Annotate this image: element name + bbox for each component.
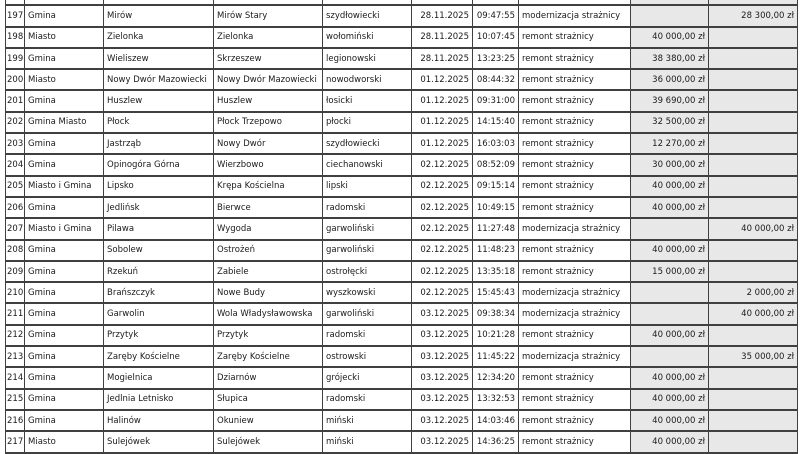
cell-time: 09:15:14 <box>473 176 519 197</box>
cell-purpose: remont strażnicy <box>519 90 631 111</box>
cell-type: Gmina <box>25 240 104 261</box>
table-row <box>6 410 798 431</box>
cell-purpose: modernizacja strażnicy <box>519 5 631 26</box>
cell-date: 28.11.2025 <box>412 48 473 69</box>
cell-powiat: szydłowiecki <box>323 133 412 154</box>
cell-amount-remont <box>631 5 709 26</box>
cell-amount-modernizacja <box>709 176 798 197</box>
cell-time: 14:03:46 <box>473 410 519 431</box>
cell-gmina: Wieliszew <box>104 48 214 69</box>
cell-purpose: remont strażnicy <box>519 197 631 218</box>
cell-type: Miasto <box>25 69 104 90</box>
cell-gmina: Zaręby Kościelne <box>104 346 214 367</box>
cell-amount-remont: 36 000,00 zł <box>631 69 709 90</box>
cell-powiat: ostrowski <box>323 346 412 367</box>
cell-type: Gmina <box>25 90 104 111</box>
cell-locality: Wola Władysławowska <box>214 303 323 324</box>
cell-amount-remont: 38 380,00 zł <box>631 48 709 69</box>
cell-purpose: remont strażnicy <box>519 410 631 431</box>
table-row <box>6 346 798 367</box>
cell-amount-remont: 15 000,00 zł <box>631 261 709 282</box>
cell-amount-remont: 30 000,00 zł <box>631 154 709 175</box>
cell-type: Gmina <box>25 48 104 69</box>
cell-type: Gmina <box>25 367 104 388</box>
cell-amount-modernizacja <box>709 27 798 48</box>
cell-purpose: remont strażnicy <box>519 431 631 452</box>
cell-powiat: lipski <box>323 176 412 197</box>
cell-gmina: Sobolew <box>104 240 214 261</box>
cell-lp: 209 <box>6 261 25 282</box>
cell-gmina: Garwolin <box>104 303 214 324</box>
cell-powiat: grójecki <box>323 367 412 388</box>
cell-type: Gmina <box>25 389 104 410</box>
grant-table <box>5 0 798 454</box>
cell-amount-modernizacja <box>709 90 798 111</box>
cell-lp: 203 <box>6 133 25 154</box>
cell-type: Miasto i Gmina <box>25 176 104 197</box>
cell-locality: Zielonka <box>214 27 323 48</box>
cell-powiat: ostrołęcki <box>323 261 412 282</box>
cell-time: 10:21:28 <box>473 325 519 346</box>
cell-gmina: Jedlnia Letnisko <box>104 389 214 410</box>
cell-type: Gmina <box>25 261 104 282</box>
cell-type: Gmina <box>25 197 104 218</box>
cell-locality: Wygoda <box>214 218 323 239</box>
cell-amount-remont: 32 500,00 zł <box>631 112 709 133</box>
cell-powiat: ciechanowski <box>323 154 412 175</box>
cell-gmina: Lipsko <box>104 176 214 197</box>
cell-time: 10:49:15 <box>473 197 519 218</box>
cell-purpose: remont strażnicy <box>519 154 631 175</box>
table-row <box>6 240 798 261</box>
cell-locality: Płock Trzepowo <box>214 112 323 133</box>
cell-powiat: łosicki <box>323 90 412 111</box>
cell-amount-remont: 39 690,00 zł <box>631 90 709 111</box>
cell-purpose: modernizacja strażnicy <box>519 282 631 303</box>
table-row <box>6 5 798 26</box>
cell-locality: Zaręby Kościelne <box>214 346 323 367</box>
cell-time: 11:27:48 <box>473 218 519 239</box>
cell-date: 03.12.2025 <box>412 389 473 410</box>
table-row <box>6 48 798 69</box>
cell-type: Gmina Miasto <box>25 112 104 133</box>
cell-locality: Zabiele <box>214 261 323 282</box>
cell-amount-modernizacja <box>709 154 798 175</box>
cell-date: 03.12.2025 <box>412 346 473 367</box>
cell-lp: 211 <box>6 303 25 324</box>
table-row <box>6 90 798 111</box>
cell-amount-remont: 40 000,00 zł <box>631 431 709 452</box>
cell-amount-remont: 40 000,00 zł <box>631 367 709 388</box>
cell-amount-modernizacja <box>709 367 798 388</box>
cell-locality: Dziarnów <box>214 367 323 388</box>
cell-lp: 197 <box>6 5 25 26</box>
cell-purpose: modernizacja strażnicy <box>519 303 631 324</box>
cell-locality: Sulejówek <box>214 431 323 452</box>
cell-type: Gmina <box>25 133 104 154</box>
cell-lp: 210 <box>6 282 25 303</box>
cell-time: 12:34:20 <box>473 367 519 388</box>
cell-date: 02.12.2025 <box>412 282 473 303</box>
cell-time: 13:32:53 <box>473 389 519 410</box>
table-row <box>6 325 798 346</box>
cell-time: 10:07:45 <box>473 27 519 48</box>
cell-amount-modernizacja: 40 000,00 zł <box>709 218 798 239</box>
cell-gmina: Opinogóra Górna <box>104 154 214 175</box>
cell-powiat: radomski <box>323 197 412 218</box>
cell-powiat: miński <box>323 410 412 431</box>
cell-lp: 204 <box>6 154 25 175</box>
cell-lp: 202 <box>6 112 25 133</box>
cell-gmina: Jastrząb <box>104 133 214 154</box>
cell-gmina: Przytyk <box>104 325 214 346</box>
cell-lp: 205 <box>6 176 25 197</box>
cell-gmina: Pilawa <box>104 218 214 239</box>
cell-amount-modernizacja: 2 000,00 zł <box>709 282 798 303</box>
cell-amount-remont: 40 000,00 zł <box>631 410 709 431</box>
cell-lp: 207 <box>6 218 25 239</box>
cell-lp: 198 <box>6 27 25 48</box>
cell-amount-modernizacja <box>709 410 798 431</box>
cell-date: 28.11.2025 <box>412 27 473 48</box>
table-row <box>6 112 798 133</box>
cell-lp: 217 <box>6 431 25 452</box>
cell-date: 02.12.2025 <box>412 261 473 282</box>
cell-purpose: remont strażnicy <box>519 240 631 261</box>
cell-powiat: garwoliński <box>323 240 412 261</box>
cell-gmina: Brańszczyk <box>104 282 214 303</box>
cell-purpose: remont strażnicy <box>519 389 631 410</box>
cell-date: 01.12.2025 <box>412 112 473 133</box>
cell-amount-modernizacja <box>709 431 798 452</box>
cell-gmina: Płock <box>104 112 214 133</box>
cell-locality: Przytyk <box>214 325 323 346</box>
cell-lp: 213 <box>6 346 25 367</box>
cell-amount-modernizacja <box>709 112 798 133</box>
cell-type: Gmina <box>25 154 104 175</box>
cell-lp: 200 <box>6 69 25 90</box>
cell-time: 14:36:25 <box>473 431 519 452</box>
cell-purpose: modernizacja strażnicy <box>519 218 631 239</box>
cell-gmina: Mogielnica <box>104 367 214 388</box>
cell-locality: Słupica <box>214 389 323 410</box>
cell-amount-remont: 40 000,00 zł <box>631 325 709 346</box>
table-row <box>6 197 798 218</box>
cell-date: 02.12.2025 <box>412 197 473 218</box>
cell-purpose: remont strażnicy <box>519 69 631 90</box>
cell-date: 01.12.2025 <box>412 69 473 90</box>
cell-date: 03.12.2025 <box>412 303 473 324</box>
cell-amount-remont: 40 000,00 zł <box>631 176 709 197</box>
cell-time: 09:31:00 <box>473 90 519 111</box>
cell-locality: Skrzeszew <box>214 48 323 69</box>
cell-time: 13:35:18 <box>473 261 519 282</box>
cell-gmina: Sulejówek <box>104 431 214 452</box>
cell-date: 01.12.2025 <box>412 90 473 111</box>
cell-amount-remont: 40 000,00 zł <box>631 27 709 48</box>
cell-lp: 201 <box>6 90 25 111</box>
cell-lp: 214 <box>6 367 25 388</box>
cell-type: Miasto <box>25 431 104 452</box>
cell-gmina: Nowy Dwór Mazowiecki <box>104 69 214 90</box>
cell-purpose: remont strażnicy <box>519 133 631 154</box>
cell-powiat: radomski <box>323 389 412 410</box>
cell-locality: Nowe Budy <box>214 282 323 303</box>
cell-purpose: remont strażnicy <box>519 176 631 197</box>
document-page <box>5 0 798 454</box>
cell-purpose: remont strażnicy <box>519 261 631 282</box>
table-row <box>6 303 798 324</box>
cell-amount-remont <box>631 303 709 324</box>
table-row <box>6 27 798 48</box>
cell-powiat: wołomiński <box>323 27 412 48</box>
cell-gmina: Huszlew <box>104 90 214 111</box>
cell-time: 16:03:03 <box>473 133 519 154</box>
cell-powiat: szydłowiecki <box>323 5 412 26</box>
cell-locality: Krępa Kościelna <box>214 176 323 197</box>
cell-locality: Ostrożeń <box>214 240 323 261</box>
cell-purpose: remont strażnicy <box>519 367 631 388</box>
cell-gmina: Zielonka <box>104 27 214 48</box>
cell-time: 08:44:32 <box>473 69 519 90</box>
cell-powiat: garwoliński <box>323 218 412 239</box>
cell-amount-remont <box>631 282 709 303</box>
cell-amount-remont: 12 270,00 zł <box>631 133 709 154</box>
cell-time: 15:45:43 <box>473 282 519 303</box>
cell-locality: Bierwce <box>214 197 323 218</box>
cell-amount-modernizacja <box>709 240 798 261</box>
cell-purpose: remont strażnicy <box>519 48 631 69</box>
table-row <box>6 154 798 175</box>
cell-type: Gmina <box>25 282 104 303</box>
cell-locality: Huszlew <box>214 90 323 111</box>
cell-powiat: płocki <box>323 112 412 133</box>
cell-powiat: radomski <box>323 325 412 346</box>
cell-date: 03.12.2025 <box>412 367 473 388</box>
cell-gmina: Rzekuń <box>104 261 214 282</box>
cell-gmina: Mirów <box>104 5 214 26</box>
cell-amount-remont: 40 000,00 zł <box>631 389 709 410</box>
cell-amount-modernizacja <box>709 48 798 69</box>
cell-purpose: remont strażnicy <box>519 27 631 48</box>
cell-time: 09:38:34 <box>473 303 519 324</box>
cell-time: 09:47:55 <box>473 5 519 26</box>
cell-amount-modernizacja <box>709 325 798 346</box>
cell-amount-remont <box>631 218 709 239</box>
cell-amount-modernizacja <box>709 69 798 90</box>
table-row <box>6 389 798 410</box>
cell-amount-modernizacja <box>709 389 798 410</box>
cell-gmina: Halinów <box>104 410 214 431</box>
cell-locality: Nowy Dwór Mazowiecki <box>214 69 323 90</box>
cell-date: 03.12.2025 <box>412 431 473 452</box>
cell-amount-modernizacja <box>709 261 798 282</box>
cell-locality: Mirów Stary <box>214 5 323 26</box>
cell-date: 01.12.2025 <box>412 133 473 154</box>
grant-table-body <box>6 0 798 453</box>
cell-time: 14:15:40 <box>473 112 519 133</box>
cell-type: Gmina <box>25 303 104 324</box>
cell-powiat: wyszkowski <box>323 282 412 303</box>
cell-date: 02.12.2025 <box>412 176 473 197</box>
cell-amount-modernizacja: 40 000,00 zł <box>709 303 798 324</box>
cell-date: 02.12.2025 <box>412 154 473 175</box>
cell-time: 08:52:09 <box>473 154 519 175</box>
cell-lp: 199 <box>6 48 25 69</box>
cell-locality: Okuniew <box>214 410 323 431</box>
cell-powiat: nowodworski <box>323 69 412 90</box>
cell-amount-modernizacja: 28 300,00 zł <box>709 5 798 26</box>
table-row <box>6 176 798 197</box>
cell-purpose: remont strażnicy <box>519 112 631 133</box>
table-row <box>6 282 798 303</box>
cell-purpose: remont strażnicy <box>519 325 631 346</box>
cell-type: Gmina <box>25 410 104 431</box>
table-row <box>6 367 798 388</box>
cell-lp: 208 <box>6 240 25 261</box>
table-row <box>6 218 798 239</box>
cell-amount-modernizacja <box>709 133 798 154</box>
cell-date: 28.11.2025 <box>412 5 473 26</box>
cell-amount-remont: 40 000,00 zł <box>631 240 709 261</box>
cell-date: 03.12.2025 <box>412 325 473 346</box>
cell-lp: 215 <box>6 389 25 410</box>
cell-date: 02.12.2025 <box>412 218 473 239</box>
table-row <box>6 261 798 282</box>
cell-gmina: Jedlińsk <box>104 197 214 218</box>
cell-powiat: miński <box>323 431 412 452</box>
cell-amount-modernizacja: 35 000,00 zł <box>709 346 798 367</box>
table-row <box>6 431 798 452</box>
cell-date: 03.12.2025 <box>412 410 473 431</box>
cell-time: 13:23:25 <box>473 48 519 69</box>
cell-type: Miasto <box>25 27 104 48</box>
cell-type: Miasto i Gmina <box>25 218 104 239</box>
cell-amount-remont <box>631 346 709 367</box>
cell-type: Gmina <box>25 5 104 26</box>
cell-powiat: garwoliński <box>323 303 412 324</box>
cell-lp: 212 <box>6 325 25 346</box>
cell-lp: 206 <box>6 197 25 218</box>
cell-powiat: legionowski <box>323 48 412 69</box>
cell-time: 11:48:23 <box>473 240 519 261</box>
cell-time: 11:45:22 <box>473 346 519 367</box>
cell-type: Gmina <box>25 346 104 367</box>
table-row <box>6 69 798 90</box>
cell-locality: Nowy Dwór <box>214 133 323 154</box>
cell-locality: Wierzbowo <box>214 154 323 175</box>
table-row <box>6 133 798 154</box>
cell-date: 02.12.2025 <box>412 240 473 261</box>
cell-amount-modernizacja <box>709 197 798 218</box>
cell-purpose: modernizacja strażnicy <box>519 346 631 367</box>
cell-amount-remont: 40 000,00 zł <box>631 197 709 218</box>
cell-type: Gmina <box>25 325 104 346</box>
cell-lp: 216 <box>6 410 25 431</box>
